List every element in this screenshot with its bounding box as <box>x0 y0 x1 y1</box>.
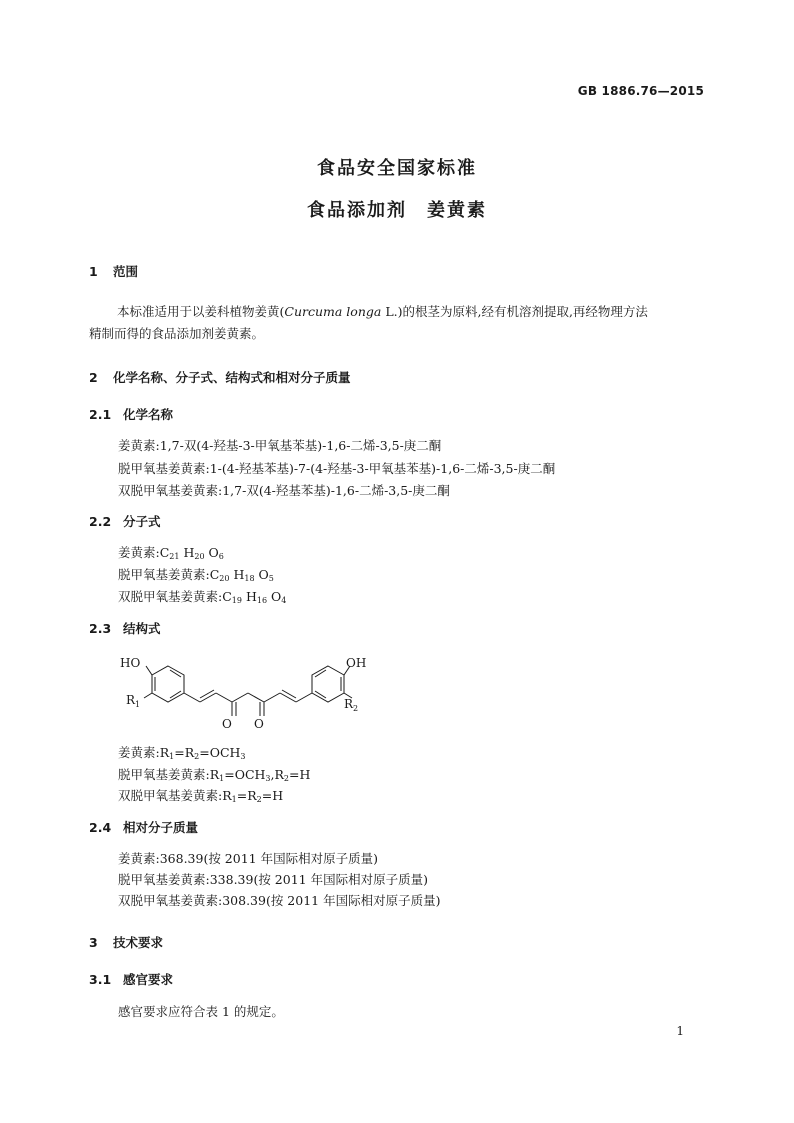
r2-letter: R <box>344 697 354 711</box>
substituent-subscript: 1 <box>219 774 225 783</box>
element: H <box>233 567 245 582</box>
formula-line <box>118 565 274 583</box>
document-title: 食品安全国家标准 <box>317 158 477 179</box>
latin-name: Curcuma longa <box>284 304 382 319</box>
compound-name: 双脱甲氧基姜黄素: <box>118 589 223 604</box>
substituent-line <box>118 743 246 761</box>
substituent-part: =OCH <box>199 745 241 760</box>
oh-bond-left <box>146 666 152 675</box>
scope-paragraph <box>89 301 709 345</box>
substituent-subscript: 2 <box>194 752 200 761</box>
chain-double-bond <box>200 690 214 698</box>
ring-double-bond <box>170 691 181 698</box>
chain-double-bond <box>200 693 216 702</box>
substituent-line <box>118 786 283 804</box>
ring-double-bond <box>315 691 326 698</box>
substituent-part: R <box>209 767 220 782</box>
r1-bond <box>144 693 152 698</box>
element: C <box>209 567 220 582</box>
subsection-2-4-heading <box>89 818 198 836</box>
subsection-number: 2.2 <box>89 514 112 529</box>
formula-line <box>118 543 224 561</box>
element: C <box>222 589 232 604</box>
subsection-2-3-heading <box>89 619 161 637</box>
substituent-part: =R <box>236 788 257 803</box>
section-number: 1 <box>89 264 98 279</box>
atom-count: 18 <box>244 574 255 583</box>
r1-label <box>126 693 140 709</box>
atom-count: 20 <box>194 552 205 561</box>
section-title: 范围 <box>113 264 139 279</box>
substituent-part: =H <box>289 767 311 782</box>
r1-subscript: 1 <box>135 700 141 709</box>
compound-name: 脱甲氧基姜黄素: <box>118 767 210 782</box>
structural-formula <box>118 646 378 736</box>
substituent-part: =H <box>261 788 284 803</box>
substituent-subscript: 2 <box>256 795 262 804</box>
chemical-name-line: 脱甲氧基姜黄素:1-(4-羟基苯基)-7-(4-羟基-3-甲氧基苯基)-1,6-二烯-3,5-庚二酮 <box>118 461 556 476</box>
element: H <box>245 589 257 604</box>
substituent-subscript: 1 <box>169 752 175 761</box>
right-benzene-ring <box>312 666 344 702</box>
ring-double-bond <box>170 670 181 677</box>
chain-bond <box>264 693 280 702</box>
subsection-2-1-heading <box>89 405 173 423</box>
carbonyl-o-right: O <box>254 717 264 731</box>
atom-count: 5 <box>268 574 274 583</box>
chain-bond <box>216 693 232 702</box>
compound-name: 脱甲氧基姜黄素: <box>118 567 210 582</box>
chain-bond <box>232 693 248 702</box>
compound-name: 双脱甲氧基姜黄素: <box>118 788 223 803</box>
molecular-mass-line: 脱甲氧基姜黄素:338.39(按 2011 年国际相对原子质量) <box>118 872 428 887</box>
substituent-part: ,R <box>270 767 284 782</box>
atom-count: 16 <box>256 596 268 605</box>
section-3-heading <box>89 933 163 951</box>
molecule-bonds <box>144 666 352 716</box>
substituent-subscript: 3 <box>265 774 271 783</box>
substituent-part: R <box>222 788 232 803</box>
section-title: 技术要求 <box>113 935 164 950</box>
paragraph-line: 精制而得的食品添加剂姜黄素。 <box>89 326 265 341</box>
subsection-2-2-heading <box>89 512 161 530</box>
sensory-requirement-text: 感官要求应符合表 1 的规定。 <box>118 1004 284 1019</box>
oh-label-left: HO <box>120 656 141 670</box>
subsection-title: 结构式 <box>123 621 161 636</box>
chemical-name-line: 双脱甲氧基姜黄素:1,7-双(4-羟基苯基)-1,6-二烯-3,5-庚二酮 <box>118 483 450 498</box>
chain-double-bond <box>280 693 296 702</box>
formula-line <box>118 587 286 605</box>
element: O <box>208 545 219 560</box>
ring-double-bond <box>315 670 326 677</box>
r1-letter: R <box>126 693 136 707</box>
element: O <box>258 567 269 582</box>
chain-bond <box>296 693 312 702</box>
section-1-heading <box>89 262 138 280</box>
subsection-title: 感官要求 <box>123 972 174 987</box>
substituent-subscript: 3 <box>240 752 246 761</box>
subsection-title: 化学名称 <box>123 407 174 422</box>
text-segment: L.)的根茎为原料,经有机溶剂提取,再经物理方法 <box>381 304 648 319</box>
section-title: 化学名称、分子式、结构式和相对分子质量 <box>113 370 351 385</box>
chain-bond <box>248 693 264 702</box>
section-number: 3 <box>89 935 98 950</box>
page-number: 1 <box>676 1024 684 1038</box>
substituent-subscript: 2 <box>283 774 289 783</box>
substituent-subscript: 1 <box>231 795 237 804</box>
r2-subscript: 2 <box>353 704 359 713</box>
carbonyl-o-left: O <box>222 717 232 731</box>
subsection-number: 2.4 <box>89 820 112 835</box>
subsection-number: 2.3 <box>89 621 112 636</box>
standard-code: GB 1886.76—2015 <box>577 84 704 98</box>
substituent-part: =OCH <box>224 767 266 782</box>
text-segment: 本标准适用于以姜科植物姜黄( <box>117 304 285 319</box>
element: H <box>183 545 195 560</box>
atom-count: 21 <box>169 552 180 561</box>
chain-double-bond <box>282 690 296 698</box>
left-benzene-ring <box>152 666 184 702</box>
atom-count: 20 <box>219 574 230 583</box>
atom-count: 19 <box>231 596 242 605</box>
chain-bond <box>184 693 200 702</box>
substituent-part: R <box>159 745 170 760</box>
compound-name: 姜黄素: <box>118 545 160 560</box>
atom-count: 4 <box>281 596 287 605</box>
subsection-title: 相对分子质量 <box>123 820 199 835</box>
subsection-title: 分子式 <box>123 514 161 529</box>
subsection-number: 2.1 <box>89 407 112 422</box>
section-number: 2 <box>89 370 98 385</box>
r2-label <box>344 697 358 713</box>
subsection-number: 3.1 <box>89 972 112 987</box>
paragraph-line <box>89 301 709 323</box>
atom-count: 6 <box>218 552 224 561</box>
section-2-heading <box>89 368 351 386</box>
subsection-3-1-heading <box>89 970 173 988</box>
compound-name: 姜黄素: <box>118 745 160 760</box>
document-subtitle: 食品添加剂 姜黄素 <box>307 200 487 221</box>
molecular-mass-line: 双脱甲氧基姜黄素:308.39(按 2011 年国际相对原子质量) <box>118 893 441 908</box>
molecular-mass-line: 姜黄素:368.39(按 2011 年国际相对原子质量) <box>118 851 378 866</box>
substituent-part: =R <box>174 745 195 760</box>
oh-label-right: OH <box>346 656 367 670</box>
substituent-line <box>118 765 310 783</box>
element: O <box>271 589 282 604</box>
chemical-name-line: 姜黄素:1,7-双(4-羟基-3-甲氧基苯基)-1,6-二烯-3,5-庚二酮 <box>118 438 442 453</box>
element: C <box>159 545 170 560</box>
